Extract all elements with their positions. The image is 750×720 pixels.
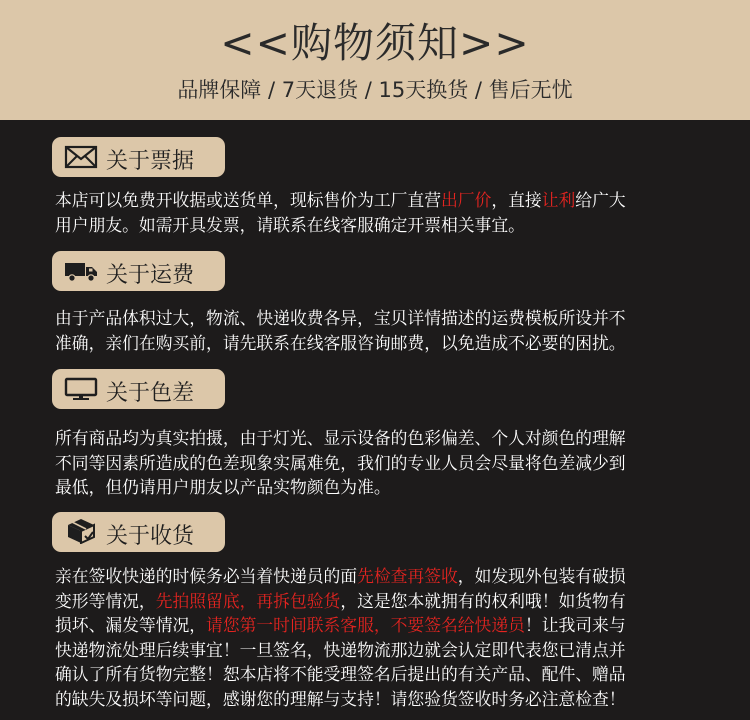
truck-icon bbox=[64, 259, 98, 283]
section-badge-receipt bbox=[52, 512, 225, 552]
body-line: 本店可以免费开收据或送货单，现标售价为工厂直营出厂价，直接让利给广大 bbox=[55, 190, 626, 210]
page-title: <<购物须知>> bbox=[220, 19, 530, 67]
highlight-text: 让利 bbox=[541, 190, 576, 210]
section-title-shipping: 关于运费 bbox=[106, 263, 195, 288]
body-line: 快递物流处理后续事宜！一旦签名，快递物流那边就会认定即代表您已清点并 bbox=[55, 639, 626, 660]
section-badge-invoice bbox=[52, 137, 225, 177]
highlight-text: 先检查再签收 bbox=[357, 566, 458, 586]
highlight-text: 请您第一时间联系客服，不要签名给快递员 bbox=[206, 615, 525, 635]
section-title-color: 关于色差 bbox=[106, 381, 195, 406]
section-badge-shipping bbox=[52, 251, 225, 291]
section-badge-color bbox=[52, 369, 225, 409]
header-banner bbox=[0, 0, 750, 120]
page-subtitle: 品牌保障 / 7天退货 / 15天换货 / 售后无忧 bbox=[177, 78, 573, 102]
envelope-icon bbox=[64, 145, 98, 169]
section-title-invoice: 关于票据 bbox=[106, 149, 195, 174]
highlight-text: 出厂价 bbox=[440, 190, 492, 210]
body-line: 所有商品均为真实拍摄，由于灯光、显示设备的色彩偏差、个人对颜色的理解 bbox=[55, 428, 626, 448]
body-line: 确认了所有货物完整！恕本店将不能受理签名后提出的有关产品、配件、赠品 bbox=[55, 664, 626, 684]
section-body-invoice bbox=[55, 188, 715, 237]
section-body-shipping bbox=[55, 306, 715, 355]
highlight-text: 先拍照留底，再拆包验货 bbox=[155, 590, 341, 611]
section-body-color bbox=[55, 426, 715, 500]
body-line: 准确，亲们在购买前，请先联系在线客服咨询邮费，以免造成不必要的困扰。 bbox=[55, 332, 626, 353]
section-title-receipt: 关于收货 bbox=[106, 524, 195, 549]
monitor-icon bbox=[64, 377, 98, 401]
package-icon bbox=[64, 520, 98, 544]
body-line: 最低，但仍请用户朋友以产品实物颜色为准。 bbox=[55, 477, 391, 497]
section-body-receipt bbox=[55, 564, 715, 711]
body-line: 亲在签收快递的时候务必当着快递员的面先检查再签收，如发现外包装有破损 bbox=[55, 566, 626, 586]
body-line: 的缺失及损坏等问题，感谢您的理解与支持！请您验货签收时务必注意检查！ bbox=[55, 688, 626, 709]
body-line: 用户朋友。如需开具发票，请联系在线客服确定开票相关事宜。 bbox=[55, 214, 525, 235]
body-line: 变形等情况，先拍照留底，再拆包验货，这是您本就拥有的权利哦！如货物有 bbox=[55, 590, 626, 611]
body-line: 不同等因素所造成的色差现象实属难免，我们的专业人员会尽量将色差减少到 bbox=[55, 452, 626, 473]
body-line: 损坏、漏发等情况，请您第一时间联系客服，不要签名给快递员！让我司来与 bbox=[55, 615, 626, 635]
body-line: 由于产品体积过大，物流、快递收费各异，宝贝详情描述的运费模板所设并不 bbox=[55, 308, 626, 328]
